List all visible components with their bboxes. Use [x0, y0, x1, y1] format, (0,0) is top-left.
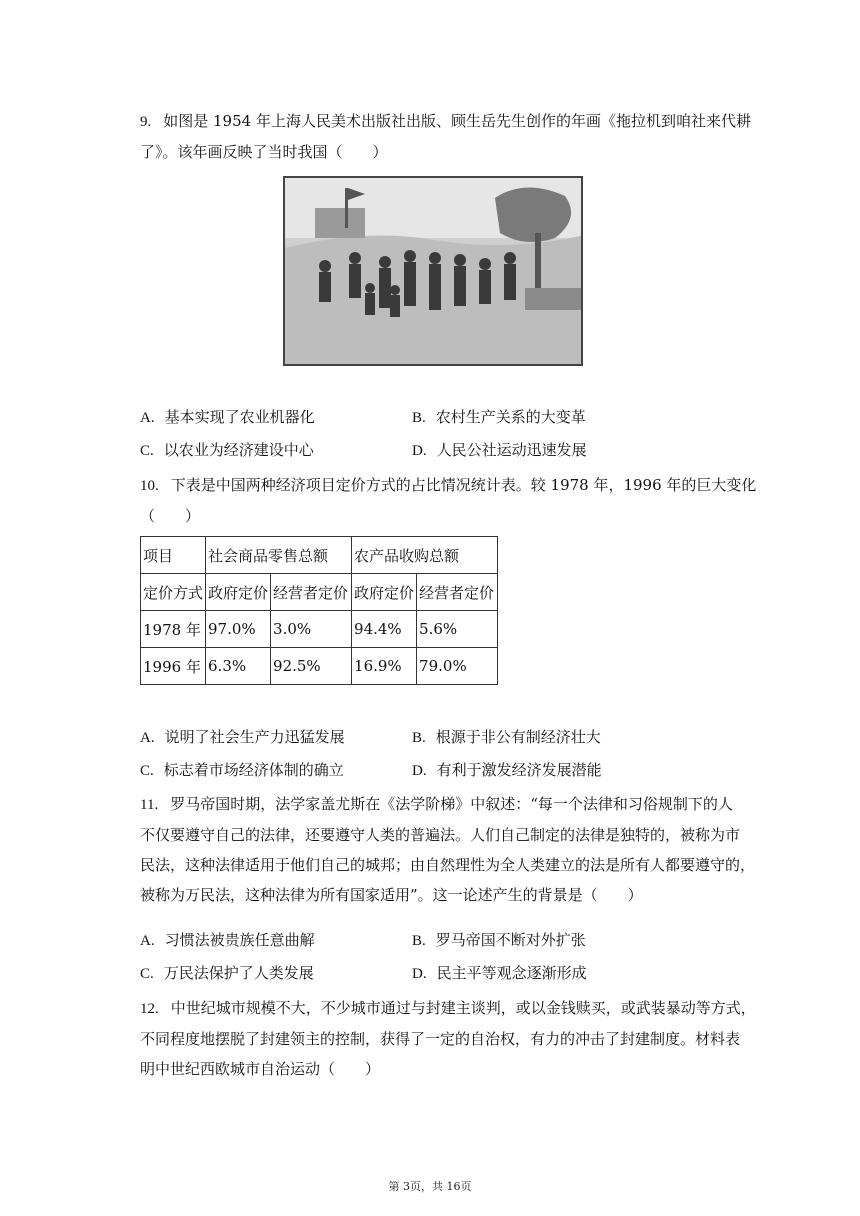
table-row: [141, 574, 498, 611]
question-11-line-3: 民法，这种法律适用于他们自己的城邦；由自然理性为全人类建立的法是所有人都要遵守的，: [140, 856, 756, 874]
table-cell: 社会商品零售总额: [206, 537, 352, 574]
table-cell: 定价方式: [141, 574, 206, 611]
question-11-line-2: 不仅要遵守自己的法律，还要遵守人类的普遍法。人们自己制定的法律是独特的，被称为市: [140, 826, 741, 844]
option-b[interactable]: B. 罗马帝国不断对外扩张: [412, 931, 586, 949]
question-9: [140, 106, 750, 167]
table-cell: 3.0%: [271, 611, 352, 648]
table-row: [141, 611, 498, 648]
question-9-options-row-2: [140, 435, 750, 465]
painting-illustration: [285, 178, 581, 364]
question-9-line-1: 9. 如图是 1954 年上海人民美术出版社出版、顾生岳先生创作的年画《拖拉机到咱社来代耕: [140, 106, 750, 137]
question-10-options-row-2: [140, 755, 750, 785]
question-9-options-row-1: [140, 402, 750, 432]
option-c[interactable]: C. 万民法保护了人类发展: [140, 964, 314, 982]
table-cell: 79.0%: [417, 648, 498, 685]
table-cell: 经营者定价: [271, 574, 352, 611]
question-number: 10.: [140, 478, 159, 494]
table-cell: 6.3%: [206, 648, 271, 685]
question-10-options-row-1: [140, 722, 750, 752]
option-d[interactable]: D. 民主平等观念逐渐形成: [412, 964, 587, 982]
table-cell: 5.6%: [417, 611, 498, 648]
table-cell: 92.5%: [271, 648, 352, 685]
new-year-painting-image: [283, 176, 583, 366]
question-11-line-1: 11. 罗马帝国时期，法学家盖尤斯在《法学阶梯》中叙述：“每一个法律和习俗规制下的人: [140, 789, 750, 820]
question-11-options-row-2: [140, 958, 750, 988]
option-a[interactable]: A. 习惯法被贵族任意曲解: [140, 931, 315, 949]
table-cell: 1996 年: [141, 648, 206, 685]
question-10: [140, 470, 757, 531]
question-12-line-1: 12. 中世纪城市规模不大，不少城市通过与封建主谈判，或以金钱赎买，或武装暴动等方式，: [140, 993, 750, 1024]
page-footer: 第 3页，共 16页: [388, 1180, 472, 1193]
table-cell: 经营者定价: [417, 574, 498, 611]
option-d[interactable]: D. 有利于激发经济发展潜能: [412, 761, 602, 779]
question-9-line-2: 了》。该年画反映了当时我国（ ）: [140, 143, 388, 161]
table-cell: 1978 年: [141, 611, 206, 648]
table-cell: 97.0%: [206, 611, 271, 648]
pricing-table: [140, 536, 498, 685]
table-row: [141, 537, 498, 574]
option-a[interactable]: A. 基本实现了农业机器化: [140, 408, 315, 426]
question-number: 11.: [140, 797, 159, 813]
question-12-line-3: 明中世纪西欧城市自治运动（ ）: [140, 1060, 381, 1078]
table-cell: 农产品收购总额: [352, 537, 498, 574]
table-row: [141, 648, 498, 685]
option-b[interactable]: B. 农村生产关系的大变革: [412, 408, 586, 426]
question-12: [140, 993, 756, 1084]
option-c[interactable]: C. 以农业为经济建设中心: [140, 441, 314, 459]
table-cell: 16.9%: [352, 648, 417, 685]
option-b[interactable]: B. 根源于非公有制经济壮大: [412, 728, 601, 746]
question-11-options-row-1: [140, 925, 750, 955]
question-11-line-4: 被称为万民法，这种法律为所有国家适用”。这一论述产生的背景是（ ）: [140, 886, 643, 904]
question-11: [140, 789, 756, 910]
option-a[interactable]: A. 说明了社会生产力迅猛发展: [140, 728, 345, 746]
option-c[interactable]: C. 标志着市场经济体制的确立: [140, 761, 344, 779]
table-cell: 政府定价: [352, 574, 417, 611]
table-cell: 94.4%: [352, 611, 417, 648]
question-12-line-2: 不同程度地摆脱了封建领主的控制，获得了一定的自治权，有力的冲击了封建制度。材料表: [140, 1030, 741, 1048]
question-number: 9.: [140, 114, 152, 130]
question-number: 12.: [140, 1001, 159, 1017]
table-cell: 项目: [141, 537, 206, 574]
option-d[interactable]: D. 人民公社运动迅速发展: [412, 441, 587, 459]
table-cell: 政府定价: [206, 574, 271, 611]
question-10-line-2: （ ）: [140, 507, 201, 525]
question-10-line-1: 10. 下表是中国两种经济项目定价方式的占比情况统计表。较 1978 年，1996 年的巨大变化: [140, 470, 750, 501]
